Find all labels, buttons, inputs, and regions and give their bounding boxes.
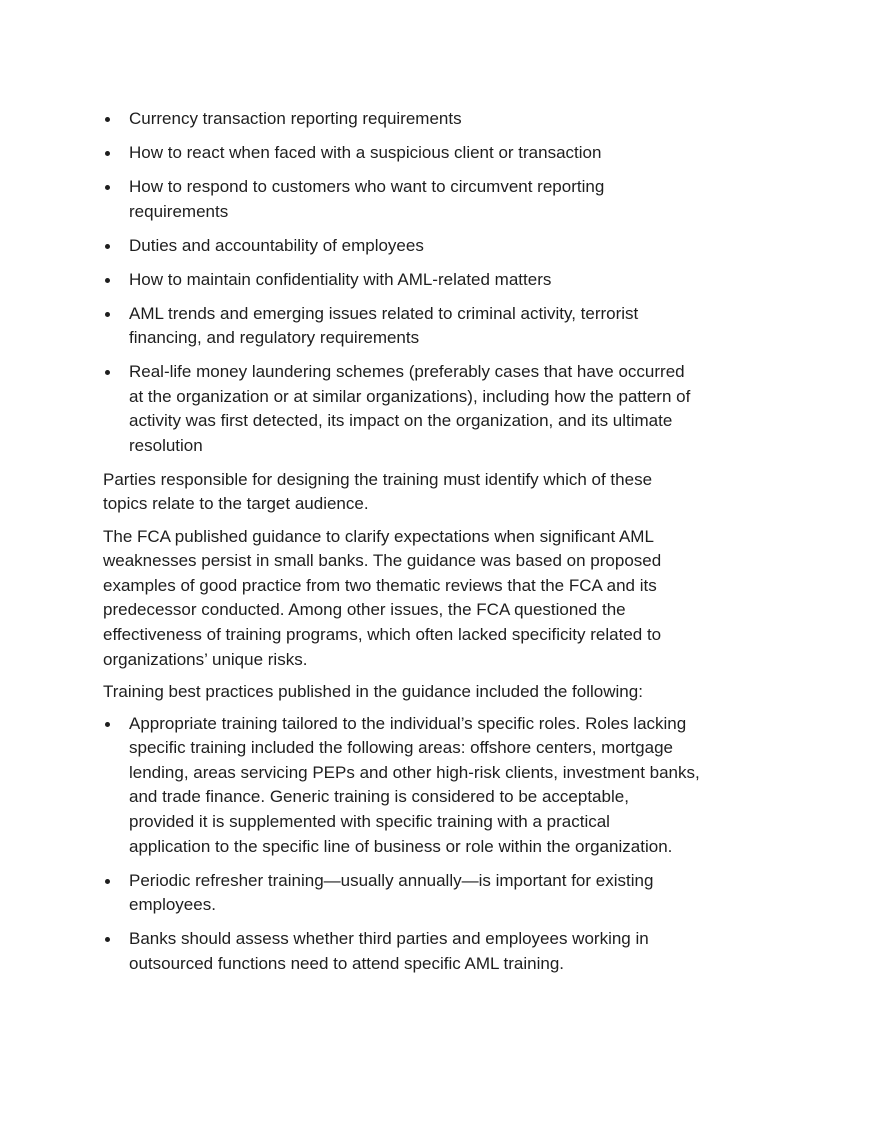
text-line: specific training included the following areas: offshore centers, mortgage — [129, 738, 673, 758]
bullet-item — [103, 141, 783, 166]
text-line: and trade finance. Generic training is considered to be acceptable, — [129, 787, 629, 807]
text-line: How to respond to customers who want to circumvent reporting — [129, 176, 605, 196]
bullet-icon — [105, 722, 110, 727]
text-line: AML trends and emerging issues related to criminal activity, terrorist — [129, 303, 639, 323]
text-line: topics relate to the target audience. — [103, 494, 369, 514]
text-line: Banks should assess whether third parties and employees working in — [129, 929, 649, 949]
bullet-icon — [105, 370, 110, 375]
text-line: effectiveness of training programs, which often lacked specificity related to — [103, 624, 662, 644]
text-line: organizations’ unique risks. — [103, 649, 308, 669]
bullet-item — [103, 360, 783, 458]
text-line: employees. — [129, 895, 216, 915]
text-line: provided it is supplemented with specific training with a practical — [129, 812, 610, 832]
bullet-icon — [105, 185, 110, 190]
text-line: predecessor conducted. Among other issues, the FCA questioned the — [103, 600, 626, 620]
text-line: at the organization or at similar organizations), including how the pattern of — [129, 386, 691, 406]
text-line: financing, and regulatory requirements — [129, 328, 420, 348]
bullet-icon — [105, 117, 110, 122]
bullet-item — [103, 268, 783, 293]
text-line: Training best practices published in the guidance included the following: — [103, 681, 643, 701]
bullet-item — [103, 712, 783, 860]
paragraph — [103, 525, 783, 673]
text-line: Real-life money laundering schemes (preferably cases that have occurred — [129, 362, 685, 382]
text-line: outsourced functions need to attend specific AML training. — [129, 953, 565, 973]
bullet-item — [103, 302, 783, 351]
text-line: Parties responsible for designing the training must identify which of these — [103, 469, 653, 489]
text-line: resolution — [129, 435, 203, 455]
document-body — [103, 107, 783, 986]
text-line: How to react when faced with a suspicious client or transaction — [129, 142, 602, 162]
text-line: Duties and accountability of employees — [129, 235, 424, 255]
paragraph — [103, 468, 783, 517]
bullet-icon — [105, 151, 110, 156]
bullet-icon — [105, 937, 110, 942]
text-line: examples of good practice from two thematic reviews that the FCA and its — [103, 575, 657, 595]
text-line: activity was first detected, its impact on the organization, and its ultimate — [129, 411, 673, 431]
bullet-item — [103, 234, 783, 259]
text-line: Periodic refresher training—usually annually—is important for existing — [129, 870, 654, 890]
text-line: How to maintain confidentiality with AML-related matters — [129, 269, 552, 289]
text-line: lending, areas servicing PEPs and other high-risk clients, investment banks, — [129, 762, 700, 782]
bullet-item — [103, 175, 783, 224]
bullet-icon — [105, 312, 110, 317]
bullet-item — [103, 107, 783, 132]
text-line: Appropriate training tailored to the individual’s specific roles. Roles lacking — [129, 713, 687, 733]
bullet-item — [103, 927, 783, 976]
bullet-icon — [105, 879, 110, 884]
text-line: The FCA published guidance to clarify expectations when significant AML — [103, 526, 654, 546]
text-line: weaknesses persist in small banks. The guidance was based on proposed — [103, 551, 662, 571]
bullet-item — [103, 869, 783, 918]
text-line: requirements — [129, 201, 229, 221]
bullet-icon — [105, 244, 110, 249]
text-line: Currency transaction reporting requirements — [129, 109, 462, 128]
bullet-icon — [105, 278, 110, 283]
text-line: application to the specific line of business or role within the organization. — [129, 836, 673, 856]
paragraph — [103, 680, 783, 705]
